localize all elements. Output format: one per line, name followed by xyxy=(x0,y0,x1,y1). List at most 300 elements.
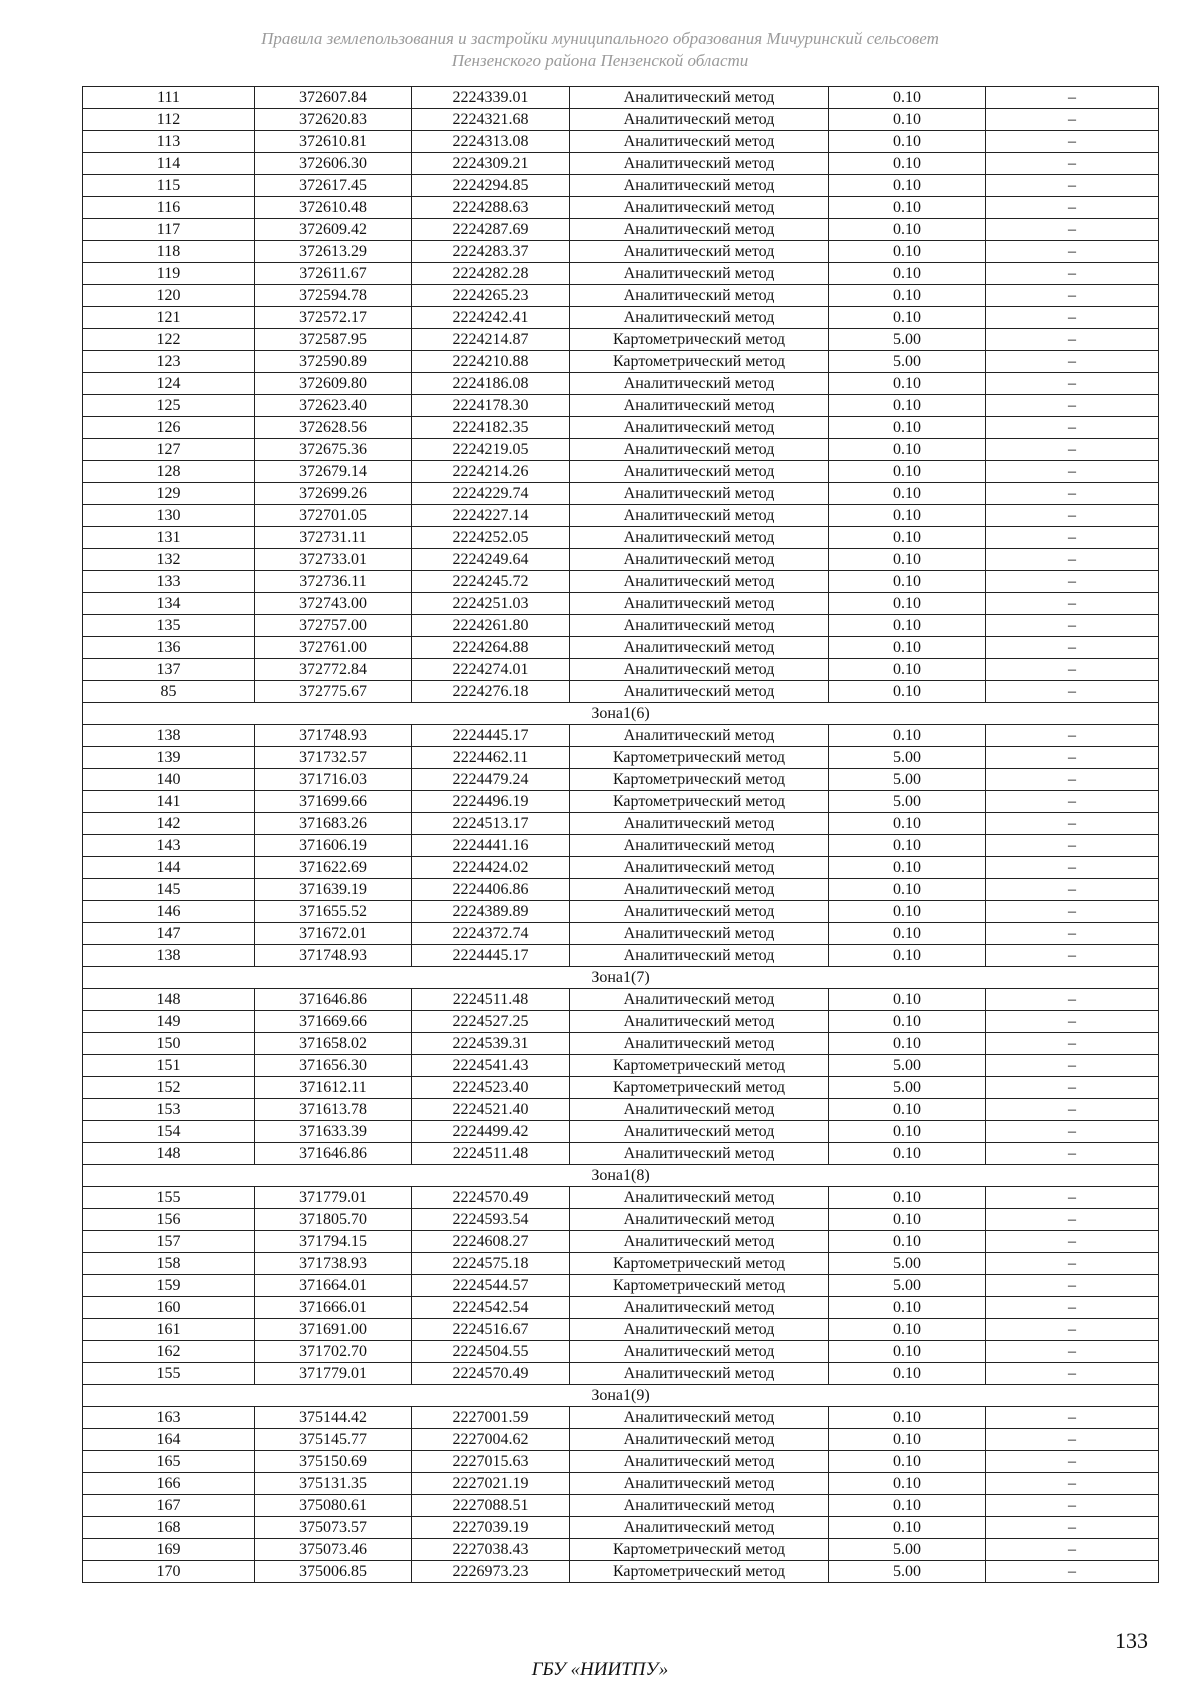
note-cell: – xyxy=(986,681,1159,703)
point-number-cell: 127 xyxy=(83,439,255,461)
table-row xyxy=(83,461,1159,483)
x-coordinate-cell: 371672.01 xyxy=(255,923,412,945)
y-coordinate-cell: 2224521.40 xyxy=(412,1099,570,1121)
y-coordinate-cell: 2224245.72 xyxy=(412,571,570,593)
y-coordinate-cell: 2224214.26 xyxy=(412,461,570,483)
x-coordinate-cell: 371639.19 xyxy=(255,879,412,901)
table-row xyxy=(83,439,1159,461)
accuracy-cell: 0.10 xyxy=(829,131,986,153)
x-coordinate-cell: 372757.00 xyxy=(255,615,412,637)
method-cell: Аналитический метод xyxy=(570,1429,829,1451)
note-cell: – xyxy=(986,637,1159,659)
note-cell: – xyxy=(986,1275,1159,1297)
note-cell: – xyxy=(986,1187,1159,1209)
accuracy-cell: 0.10 xyxy=(829,197,986,219)
note-cell: – xyxy=(986,109,1159,131)
point-number-cell: 154 xyxy=(83,1121,255,1143)
x-coordinate-cell: 371748.93 xyxy=(255,725,412,747)
x-coordinate-cell: 372609.80 xyxy=(255,373,412,395)
x-coordinate-cell: 371805.70 xyxy=(255,1209,412,1231)
accuracy-cell: 0.10 xyxy=(829,1033,986,1055)
note-cell: – xyxy=(986,1231,1159,1253)
note-cell: – xyxy=(986,879,1159,901)
x-coordinate-cell: 372761.00 xyxy=(255,637,412,659)
x-coordinate-cell: 372572.17 xyxy=(255,307,412,329)
y-coordinate-cell: 2224283.37 xyxy=(412,241,570,263)
y-coordinate-cell: 2224288.63 xyxy=(412,197,570,219)
accuracy-cell: 0.10 xyxy=(829,1187,986,1209)
accuracy-cell: 0.10 xyxy=(829,241,986,263)
method-cell: Картометрический метод xyxy=(570,747,829,769)
table-row xyxy=(83,1099,1159,1121)
accuracy-cell: 0.10 xyxy=(829,1011,986,1033)
note-cell: – xyxy=(986,1407,1159,1429)
method-cell: Картометрический метод xyxy=(570,329,829,351)
method-cell: Картометрический метод xyxy=(570,791,829,813)
y-coordinate-cell: 2224372.74 xyxy=(412,923,570,945)
accuracy-cell: 0.10 xyxy=(829,1495,986,1517)
table-row xyxy=(83,1363,1159,1385)
table-row xyxy=(83,527,1159,549)
x-coordinate-cell: 371646.86 xyxy=(255,989,412,1011)
y-coordinate-cell: 2224499.42 xyxy=(412,1121,570,1143)
accuracy-cell: 0.10 xyxy=(829,681,986,703)
table-row xyxy=(83,1451,1159,1473)
coordinates-table-body xyxy=(83,87,1159,1583)
point-number-cell: 135 xyxy=(83,615,255,637)
accuracy-cell: 0.10 xyxy=(829,1429,986,1451)
y-coordinate-cell: 2224182.35 xyxy=(412,417,570,439)
table-row xyxy=(83,923,1159,945)
note-cell: – xyxy=(986,241,1159,263)
note-cell: – xyxy=(986,593,1159,615)
x-coordinate-cell: 372607.84 xyxy=(255,87,412,109)
point-number-cell: 142 xyxy=(83,813,255,835)
method-cell: Аналитический метод xyxy=(570,615,829,637)
note-cell: – xyxy=(986,1297,1159,1319)
point-number-cell: 150 xyxy=(83,1033,255,1055)
note-cell: – xyxy=(986,1253,1159,1275)
point-number-cell: 125 xyxy=(83,395,255,417)
note-cell: – xyxy=(986,725,1159,747)
table-row xyxy=(83,835,1159,857)
table-row xyxy=(83,1517,1159,1539)
x-coordinate-cell: 372623.40 xyxy=(255,395,412,417)
point-number-cell: 120 xyxy=(83,285,255,307)
point-number-cell: 123 xyxy=(83,351,255,373)
x-coordinate-cell: 375073.46 xyxy=(255,1539,412,1561)
note-cell: – xyxy=(986,351,1159,373)
coordinates-table xyxy=(82,86,1159,1583)
method-cell: Аналитический метод xyxy=(570,483,829,505)
x-coordinate-cell: 371779.01 xyxy=(255,1187,412,1209)
point-number-cell: 155 xyxy=(83,1187,255,1209)
method-cell: Картометрический метод xyxy=(570,1253,829,1275)
note-cell: – xyxy=(986,1473,1159,1495)
method-cell: Аналитический метод xyxy=(570,1495,829,1517)
point-number-cell: 145 xyxy=(83,879,255,901)
point-number-cell: 155 xyxy=(83,1363,255,1385)
accuracy-cell: 0.10 xyxy=(829,109,986,131)
point-number-cell: 167 xyxy=(83,1495,255,1517)
y-coordinate-cell: 2224424.02 xyxy=(412,857,570,879)
accuracy-cell: 0.10 xyxy=(829,1407,986,1429)
point-number-cell: 126 xyxy=(83,417,255,439)
method-cell: Картометрический метод xyxy=(570,1561,829,1583)
method-cell: Аналитический метод xyxy=(570,637,829,659)
y-coordinate-cell: 2224570.49 xyxy=(412,1187,570,1209)
note-cell: – xyxy=(986,417,1159,439)
accuracy-cell: 0.10 xyxy=(829,417,986,439)
method-cell: Аналитический метод xyxy=(570,1187,829,1209)
method-cell: Аналитический метод xyxy=(570,131,829,153)
x-coordinate-cell: 372594.78 xyxy=(255,285,412,307)
accuracy-cell: 0.10 xyxy=(829,571,986,593)
x-coordinate-cell: 371622.69 xyxy=(255,857,412,879)
accuracy-cell: 0.10 xyxy=(829,439,986,461)
zone-label: Зона1(6) xyxy=(83,703,1159,725)
table-row xyxy=(83,1275,1159,1297)
method-cell: Аналитический метод xyxy=(570,1121,829,1143)
method-cell: Аналитический метод xyxy=(570,813,829,835)
method-cell: Аналитический метод xyxy=(570,549,829,571)
method-cell: Аналитический метод xyxy=(570,395,829,417)
note-cell: – xyxy=(986,395,1159,417)
point-number-cell: 134 xyxy=(83,593,255,615)
zone-label: Зона1(7) xyxy=(83,967,1159,989)
table-row xyxy=(83,351,1159,373)
y-coordinate-cell: 2224261.80 xyxy=(412,615,570,637)
table-row xyxy=(83,417,1159,439)
note-cell: – xyxy=(986,989,1159,1011)
method-cell: Аналитический метод xyxy=(570,461,829,483)
accuracy-cell: 0.10 xyxy=(829,593,986,615)
y-coordinate-cell: 2224527.25 xyxy=(412,1011,570,1033)
y-coordinate-cell: 2224593.54 xyxy=(412,1209,570,1231)
y-coordinate-cell: 2224227.14 xyxy=(412,505,570,527)
accuracy-cell: 0.10 xyxy=(829,373,986,395)
point-number-cell: 168 xyxy=(83,1517,255,1539)
table-row xyxy=(83,1209,1159,1231)
table-row xyxy=(83,109,1159,131)
point-number-cell: 129 xyxy=(83,483,255,505)
point-number-cell: 149 xyxy=(83,1011,255,1033)
point-number-cell: 144 xyxy=(83,857,255,879)
table-row xyxy=(83,1033,1159,1055)
method-cell: Аналитический метод xyxy=(570,857,829,879)
point-number-cell: 153 xyxy=(83,1099,255,1121)
table-row xyxy=(83,681,1159,703)
accuracy-cell: 0.10 xyxy=(829,175,986,197)
note-cell: – xyxy=(986,945,1159,967)
point-number-cell: 136 xyxy=(83,637,255,659)
method-cell: Аналитический метод xyxy=(570,1143,829,1165)
point-number-cell: 118 xyxy=(83,241,255,263)
y-coordinate-cell: 2224229.74 xyxy=(412,483,570,505)
y-coordinate-cell: 2224178.30 xyxy=(412,395,570,417)
point-number-cell: 158 xyxy=(83,1253,255,1275)
table-row xyxy=(83,901,1159,923)
y-coordinate-cell: 2224441.16 xyxy=(412,835,570,857)
header-line-2: Пензенского района Пензенской области xyxy=(451,51,749,70)
accuracy-cell: 5.00 xyxy=(829,769,986,791)
method-cell: Аналитический метод xyxy=(570,1451,829,1473)
note-cell: – xyxy=(986,131,1159,153)
x-coordinate-cell: 372679.14 xyxy=(255,461,412,483)
note-cell: – xyxy=(986,175,1159,197)
method-cell: Аналитический метод xyxy=(570,681,829,703)
table-row xyxy=(83,1341,1159,1363)
y-coordinate-cell: 2224274.01 xyxy=(412,659,570,681)
accuracy-cell: 0.10 xyxy=(829,395,986,417)
note-cell: – xyxy=(986,527,1159,549)
accuracy-cell: 5.00 xyxy=(829,351,986,373)
note-cell: – xyxy=(986,1121,1159,1143)
y-coordinate-cell: 2224406.86 xyxy=(412,879,570,901)
zone-header-row xyxy=(83,703,1159,725)
y-coordinate-cell: 2224242.41 xyxy=(412,307,570,329)
accuracy-cell: 0.10 xyxy=(829,901,986,923)
method-cell: Картометрический метод xyxy=(570,351,829,373)
y-coordinate-cell: 2224513.17 xyxy=(412,813,570,835)
method-cell: Аналитический метод xyxy=(570,1231,829,1253)
y-coordinate-cell: 2224496.19 xyxy=(412,791,570,813)
accuracy-cell: 0.10 xyxy=(829,1121,986,1143)
y-coordinate-cell: 2224339.01 xyxy=(412,87,570,109)
method-cell: Аналитический метод xyxy=(570,527,829,549)
note-cell: – xyxy=(986,1011,1159,1033)
x-coordinate-cell: 372731.11 xyxy=(255,527,412,549)
table-row xyxy=(83,769,1159,791)
method-cell: Аналитический метод xyxy=(570,87,829,109)
x-coordinate-cell: 371794.15 xyxy=(255,1231,412,1253)
point-number-cell: 164 xyxy=(83,1429,255,1451)
table-row xyxy=(83,1407,1159,1429)
method-cell: Аналитический метод xyxy=(570,1363,829,1385)
table-row xyxy=(83,153,1159,175)
y-coordinate-cell: 2227039.19 xyxy=(412,1517,570,1539)
note-cell: – xyxy=(986,263,1159,285)
accuracy-cell: 0.10 xyxy=(829,945,986,967)
accuracy-cell: 0.10 xyxy=(829,505,986,527)
accuracy-cell: 0.10 xyxy=(829,285,986,307)
point-number-cell: 152 xyxy=(83,1077,255,1099)
point-number-cell: 146 xyxy=(83,901,255,923)
accuracy-cell: 0.10 xyxy=(829,835,986,857)
x-coordinate-cell: 375144.42 xyxy=(255,1407,412,1429)
point-number-cell: 128 xyxy=(83,461,255,483)
y-coordinate-cell: 2224462.11 xyxy=(412,747,570,769)
point-number-cell: 156 xyxy=(83,1209,255,1231)
point-number-cell: 115 xyxy=(83,175,255,197)
x-coordinate-cell: 371606.19 xyxy=(255,835,412,857)
zone-header-row xyxy=(83,1385,1159,1407)
note-cell: – xyxy=(986,373,1159,395)
x-coordinate-cell: 375131.35 xyxy=(255,1473,412,1495)
x-coordinate-cell: 371655.52 xyxy=(255,901,412,923)
y-coordinate-cell: 2224516.67 xyxy=(412,1319,570,1341)
note-cell: – xyxy=(986,439,1159,461)
method-cell: Аналитический метод xyxy=(570,175,829,197)
note-cell: – xyxy=(986,1209,1159,1231)
method-cell: Аналитический метод xyxy=(570,417,829,439)
table-row xyxy=(83,1253,1159,1275)
table-row xyxy=(83,219,1159,241)
point-number-cell: 119 xyxy=(83,263,255,285)
point-number-cell: 121 xyxy=(83,307,255,329)
y-coordinate-cell: 2224309.21 xyxy=(412,153,570,175)
table-row xyxy=(83,747,1159,769)
note-cell: – xyxy=(986,219,1159,241)
note-cell: – xyxy=(986,1539,1159,1561)
accuracy-cell: 0.10 xyxy=(829,1473,986,1495)
x-coordinate-cell: 375080.61 xyxy=(255,1495,412,1517)
note-cell: – xyxy=(986,923,1159,945)
table-row xyxy=(83,175,1159,197)
accuracy-cell: 5.00 xyxy=(829,1077,986,1099)
x-coordinate-cell: 371612.11 xyxy=(255,1077,412,1099)
accuracy-cell: 0.10 xyxy=(829,615,986,637)
note-cell: – xyxy=(986,87,1159,109)
accuracy-cell: 0.10 xyxy=(829,87,986,109)
accuracy-cell: 0.10 xyxy=(829,989,986,1011)
x-coordinate-cell: 372699.26 xyxy=(255,483,412,505)
x-coordinate-cell: 372743.00 xyxy=(255,593,412,615)
x-coordinate-cell: 372675.36 xyxy=(255,439,412,461)
method-cell: Аналитический метод xyxy=(570,571,829,593)
y-coordinate-cell: 2224287.69 xyxy=(412,219,570,241)
point-number-cell: 162 xyxy=(83,1341,255,1363)
zone-label: Зона1(9) xyxy=(83,1385,1159,1407)
note-cell: – xyxy=(986,307,1159,329)
y-coordinate-cell: 2224445.17 xyxy=(412,725,570,747)
accuracy-cell: 0.10 xyxy=(829,857,986,879)
note-cell: – xyxy=(986,835,1159,857)
method-cell: Аналитический метод xyxy=(570,263,829,285)
accuracy-cell: 5.00 xyxy=(829,1253,986,1275)
x-coordinate-cell: 371732.57 xyxy=(255,747,412,769)
table-row xyxy=(83,1121,1159,1143)
table-row xyxy=(83,1055,1159,1077)
accuracy-cell: 0.10 xyxy=(829,527,986,549)
x-coordinate-cell: 371613.78 xyxy=(255,1099,412,1121)
x-coordinate-cell: 371658.02 xyxy=(255,1033,412,1055)
accuracy-cell: 0.10 xyxy=(829,1517,986,1539)
y-coordinate-cell: 2224264.88 xyxy=(412,637,570,659)
point-number-cell: 131 xyxy=(83,527,255,549)
note-cell: – xyxy=(986,791,1159,813)
method-cell: Аналитический метод xyxy=(570,1209,829,1231)
note-cell: – xyxy=(986,1055,1159,1077)
x-coordinate-cell: 372620.83 xyxy=(255,109,412,131)
table-row xyxy=(83,1473,1159,1495)
point-number-cell: 111 xyxy=(83,87,255,109)
point-number-cell: 141 xyxy=(83,791,255,813)
y-coordinate-cell: 2227001.59 xyxy=(412,1407,570,1429)
point-number-cell: 122 xyxy=(83,329,255,351)
table-row xyxy=(83,87,1159,109)
method-cell: Аналитический метод xyxy=(570,153,829,175)
y-coordinate-cell: 2224575.18 xyxy=(412,1253,570,1275)
accuracy-cell: 0.10 xyxy=(829,813,986,835)
table-row xyxy=(83,285,1159,307)
note-cell: – xyxy=(986,769,1159,791)
point-number-cell: 117 xyxy=(83,219,255,241)
method-cell: Аналитический метод xyxy=(570,835,829,857)
point-number-cell: 143 xyxy=(83,835,255,857)
y-coordinate-cell: 2224504.55 xyxy=(412,1341,570,1363)
point-number-cell: 166 xyxy=(83,1473,255,1495)
note-cell: – xyxy=(986,571,1159,593)
accuracy-cell: 5.00 xyxy=(829,747,986,769)
y-coordinate-cell: 2224214.87 xyxy=(412,329,570,351)
y-coordinate-cell: 2224511.48 xyxy=(412,989,570,1011)
table-row xyxy=(83,857,1159,879)
table-row xyxy=(83,879,1159,901)
method-cell: Картометрический метод xyxy=(570,1539,829,1561)
accuracy-cell: 0.10 xyxy=(829,879,986,901)
x-coordinate-cell: 371779.01 xyxy=(255,1363,412,1385)
y-coordinate-cell: 2224570.49 xyxy=(412,1363,570,1385)
method-cell: Аналитический метод xyxy=(570,373,829,395)
y-coordinate-cell: 2224479.24 xyxy=(412,769,570,791)
note-cell: – xyxy=(986,1451,1159,1473)
accuracy-cell: 0.10 xyxy=(829,1099,986,1121)
method-cell: Аналитический метод xyxy=(570,1297,829,1319)
table-row xyxy=(83,989,1159,1011)
accuracy-cell: 0.10 xyxy=(829,483,986,505)
x-coordinate-cell: 372587.95 xyxy=(255,329,412,351)
x-coordinate-cell: 375150.69 xyxy=(255,1451,412,1473)
table-row xyxy=(83,1231,1159,1253)
x-coordinate-cell: 372611.67 xyxy=(255,263,412,285)
note-cell: – xyxy=(986,549,1159,571)
y-coordinate-cell: 2224389.89 xyxy=(412,901,570,923)
accuracy-cell: 0.10 xyxy=(829,219,986,241)
point-number-cell: 124 xyxy=(83,373,255,395)
x-coordinate-cell: 371748.93 xyxy=(255,945,412,967)
table-row xyxy=(83,637,1159,659)
method-cell: Аналитический метод xyxy=(570,1319,829,1341)
table-row xyxy=(83,1297,1159,1319)
note-cell: – xyxy=(986,1517,1159,1539)
method-cell: Аналитический метод xyxy=(570,879,829,901)
note-cell: – xyxy=(986,615,1159,637)
y-coordinate-cell: 2227004.62 xyxy=(412,1429,570,1451)
y-coordinate-cell: 2227021.19 xyxy=(412,1473,570,1495)
y-coordinate-cell: 2227088.51 xyxy=(412,1495,570,1517)
x-coordinate-cell: 375073.57 xyxy=(255,1517,412,1539)
method-cell: Картометрический метод xyxy=(570,1055,829,1077)
method-cell: Аналитический метод xyxy=(570,285,829,307)
y-coordinate-cell: 2224249.64 xyxy=(412,549,570,571)
method-cell: Аналитический метод xyxy=(570,1341,829,1363)
accuracy-cell: 5.00 xyxy=(829,1561,986,1583)
table-row xyxy=(83,1495,1159,1517)
y-coordinate-cell: 2224541.43 xyxy=(412,1055,570,1077)
method-cell: Аналитический метод xyxy=(570,1473,829,1495)
x-coordinate-cell: 372701.05 xyxy=(255,505,412,527)
point-number-cell: 138 xyxy=(83,945,255,967)
x-coordinate-cell: 371699.66 xyxy=(255,791,412,813)
point-number-cell: 138 xyxy=(83,725,255,747)
method-cell: Аналитический метод xyxy=(570,197,829,219)
x-coordinate-cell: 371716.03 xyxy=(255,769,412,791)
method-cell: Аналитический метод xyxy=(570,241,829,263)
zone-header-row xyxy=(83,967,1159,989)
y-coordinate-cell: 2227038.43 xyxy=(412,1539,570,1561)
y-coordinate-cell: 2227015.63 xyxy=(412,1451,570,1473)
